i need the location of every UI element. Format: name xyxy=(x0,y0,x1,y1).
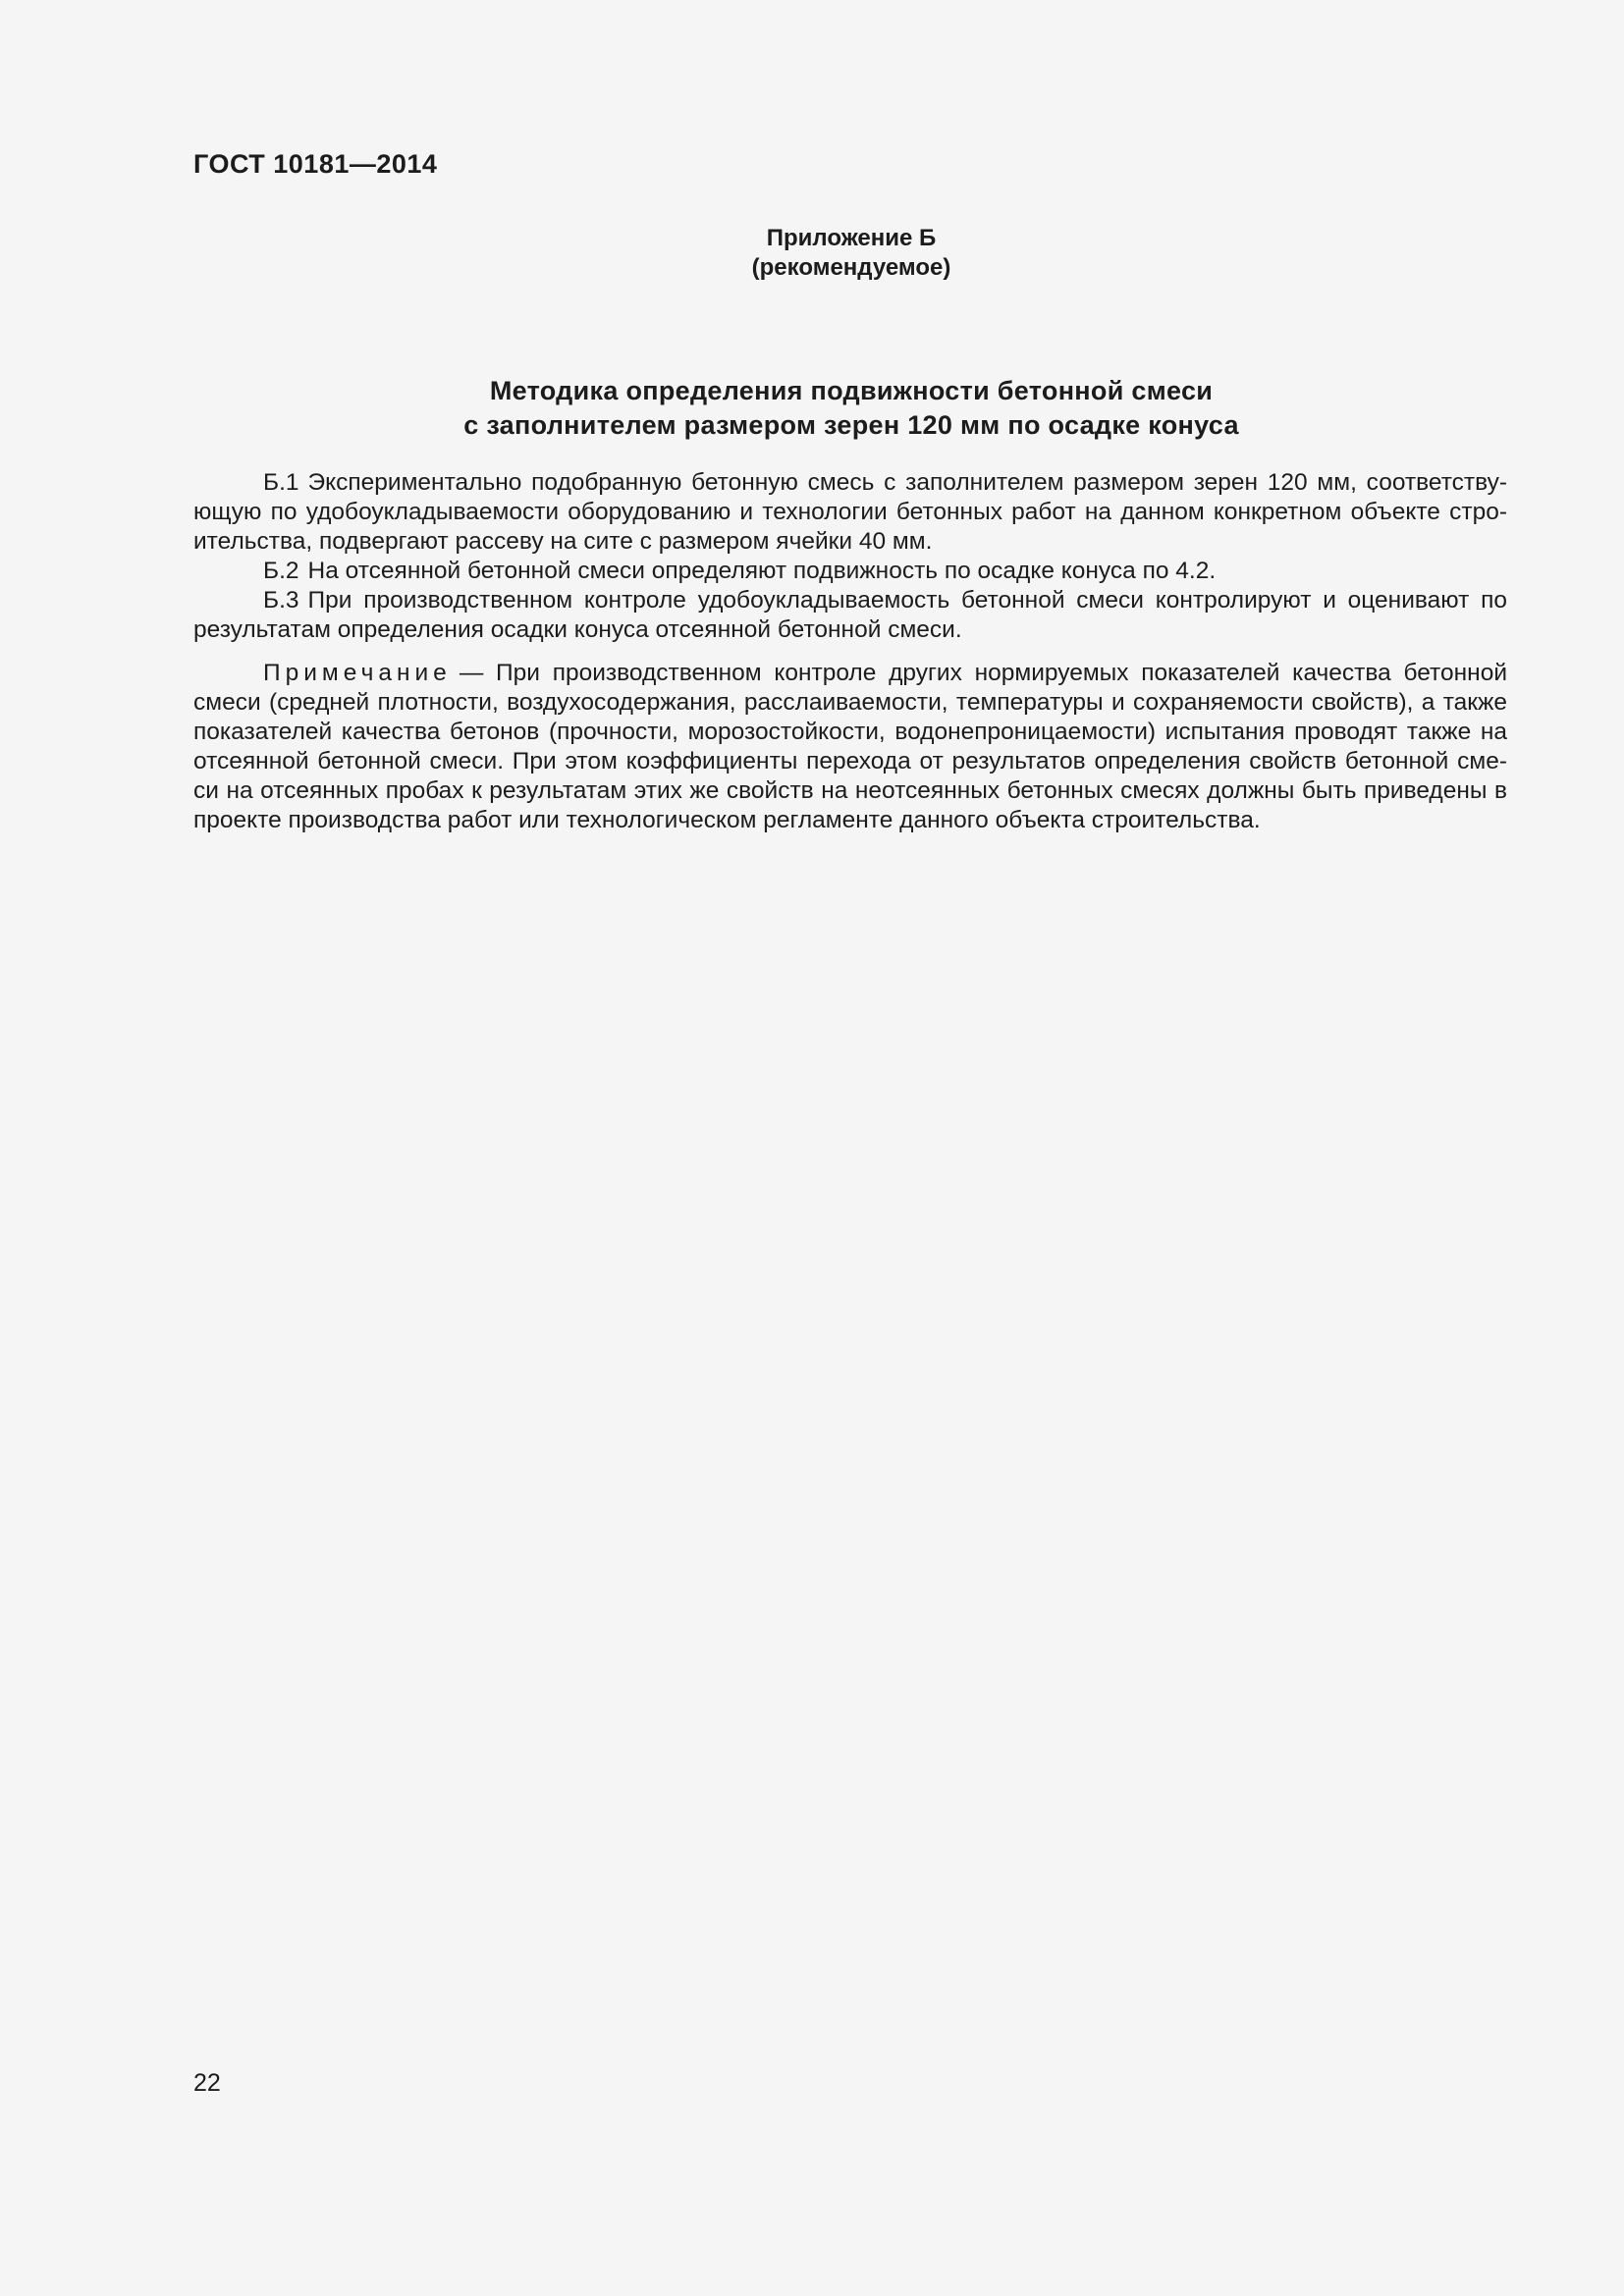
paragraph-b2 xyxy=(193,557,1507,586)
document-code: ГОСТ 10181—2014 xyxy=(193,149,438,179)
note-text: — При производственном контроле других нормируемых показателей качества бетонной смеси (средней плотности, воздухосодержания, расслаиваемости, температуры и сохраняемости свойств), а также показателей качества бетонов (прочности, морозостойкости, водонепроницаемости) испытания проводят также на отсеянной бетонной смеси. При этом коэффициенты перехода от результатов определения свойств бетонной сме-си на отсеянных пробах к результатам этих же свойств на неотсеянных бетонных смесях должны быть приведены в проекте производства работ или технологическом регламенте данного объекта строительства. xyxy=(193,660,1507,833)
appendix-heading xyxy=(193,224,1509,283)
paragraph-text: На отсеянной бетонной смеси определяют подвижность по осадке конуса по 4.2. xyxy=(307,558,1217,584)
note xyxy=(193,659,1507,835)
paragraph-text: Экспериментально подобранную бетонную смесь с заполнителем размером зерен 120 мм, соответству-ющую по удобоукладываемости оборудованию и технологии бетонных работ на данном конкретном объекте стро-ительства, подвергают рассеву на сите с размером ячейки 40 мм. xyxy=(193,469,1507,555)
paragraph-number: Б.3 xyxy=(263,587,299,614)
appendix-label: Приложение Б xyxy=(766,225,937,251)
paragraph-number: Б.1 xyxy=(263,469,299,496)
section-title-line-2: с заполнителем размером зерен 120 мм по осадке конуса xyxy=(463,410,1239,440)
paragraph-text: При производственном контроле удобоукладываемость бетонной смеси контролируют и оценивают по результатам определения осадки конуса отсеянной бетонной смеси. xyxy=(193,587,1507,643)
section-title-line-1: Методика определения подвижности бетонной смеси xyxy=(489,376,1214,405)
paragraph-number: Б.2 xyxy=(263,558,299,584)
paragraph-b3 xyxy=(193,586,1507,645)
paragraph-b1 xyxy=(193,468,1507,557)
section-title xyxy=(193,374,1509,443)
body-text xyxy=(193,468,1507,835)
note-label: Примечание xyxy=(263,660,452,686)
page-number: 22 xyxy=(193,2069,221,2097)
appendix-status: (рекомендуемое) xyxy=(751,254,951,281)
